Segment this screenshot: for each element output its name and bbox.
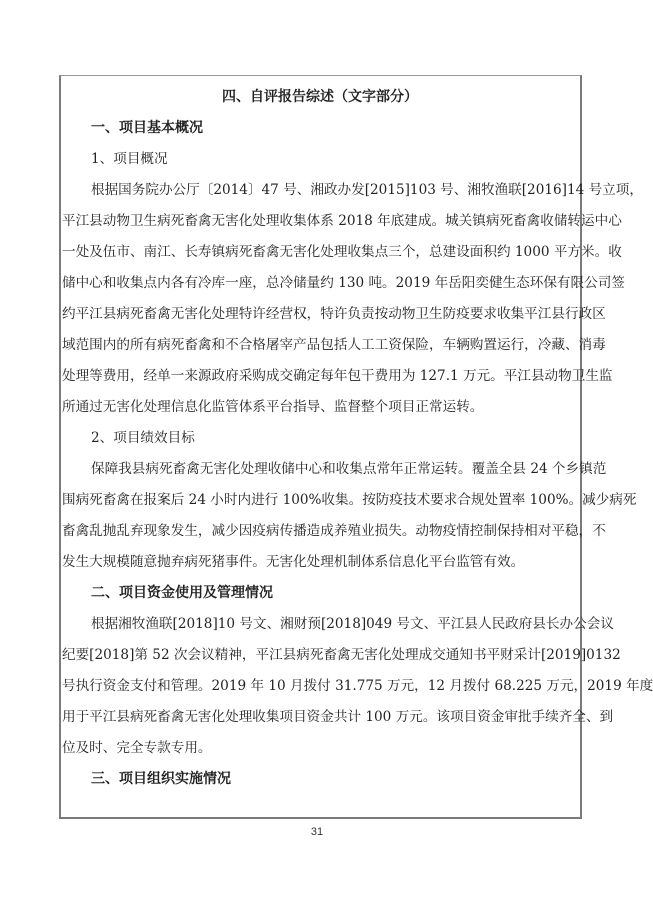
text-line: 约平江县病死畜禽无害化处理特许经营权，特许负责按动物卫生防疫要求收集平江县行政区: [62, 306, 606, 322]
text-line: 保障我县病死畜禽无害化处理收储中心和收集点常年正常运转。覆盖全县 24 个乡镇范: [91, 461, 607, 477]
text-line: 号执行资金支付和管理。2019 年 10 月拨付 31.775 万元，12 月拨付 68.225 万元，2019 年度: [62, 678, 653, 694]
text-line: 围病死畜禽在报案后 24 小时内进行 100%收集。按防疫技术要求合规处置率 100%。减少病死: [62, 492, 637, 508]
report-content: [62, 82, 653, 795]
subheading-performance-goals: 2、项目绩效目标: [91, 430, 195, 446]
text-line: 根据国务院办公厅〔2014〕47 号、湘政办发[2015]103 号、湘牧渔联[2016]14 号立项，: [91, 182, 643, 198]
section-heading-overview: 一、项目基本概况: [91, 120, 203, 136]
text-line: 一处及伍市、南江、长寿镇病死畜禽无害化处理收集点三个，总建设面积约 1000 平方米。收: [62, 244, 622, 260]
text-line: 位及时、完全专款专用。: [62, 740, 212, 756]
section-heading-implementation: 三、项目组织实施情况: [91, 771, 231, 787]
text-line: 用于平江县病死畜禽无害化处理收集项目资金共计 100 万元。该项目资金审批手续齐全、到: [62, 709, 614, 725]
paragraph-project-overview: [62, 175, 643, 423]
section-heading-funds: 二、项目资金使用及管理情况: [91, 585, 273, 601]
text-line: 域范围内的所有病死畜禽和不合格屠宰产品包括人工工资保险，车辆购置运行，冷藏、消毒: [62, 337, 606, 353]
text-line: 发生大规模随意抛弃病死猪事件。无害化处理机制体系信息化平台监管有效。: [62, 554, 525, 570]
text-line: 处理等费用，经单一来源政府采购成交确定每年包干费用为 127.1 万元。平江县动物卫生监: [62, 368, 613, 384]
text-line: 储中心和收集点内各有冷库一座，总冷储量约 130 吨。2019 年岳阳奕健生态环保有限公司签: [62, 275, 625, 291]
text-line: 所通过无害化处理信息化监管体系平台指导、监督整个项目正常运转。: [62, 399, 484, 415]
text-line: 平江县动物卫生病死畜禽无害化处理收集体系 2018 年底建成。城关镇病死畜禽收储转运中心: [62, 213, 622, 229]
text-line: 畜禽乱抛乱弃现象发生，减少因疫病传播造成养殖业损失。动物疫情控制保持相对平稳，不: [62, 523, 606, 539]
text-line: 根据湘牧渔联[2018]10 号文、湘财预[2018]049 号文、平江县人民政府县长办公会议: [91, 616, 614, 632]
text-line: 纪要[2018]第 52 次会议精神，平江县病死畜禽无害化处理成交通知书平财采计[2019]0132: [62, 647, 621, 663]
paragraph-funds: [62, 609, 653, 764]
report-title: 四、自评报告综述（文字部分）: [222, 89, 418, 105]
subheading-project-overview: 1、项目概况: [91, 151, 168, 167]
paragraph-performance-goals: [62, 454, 637, 578]
page-number: 31: [310, 826, 324, 838]
